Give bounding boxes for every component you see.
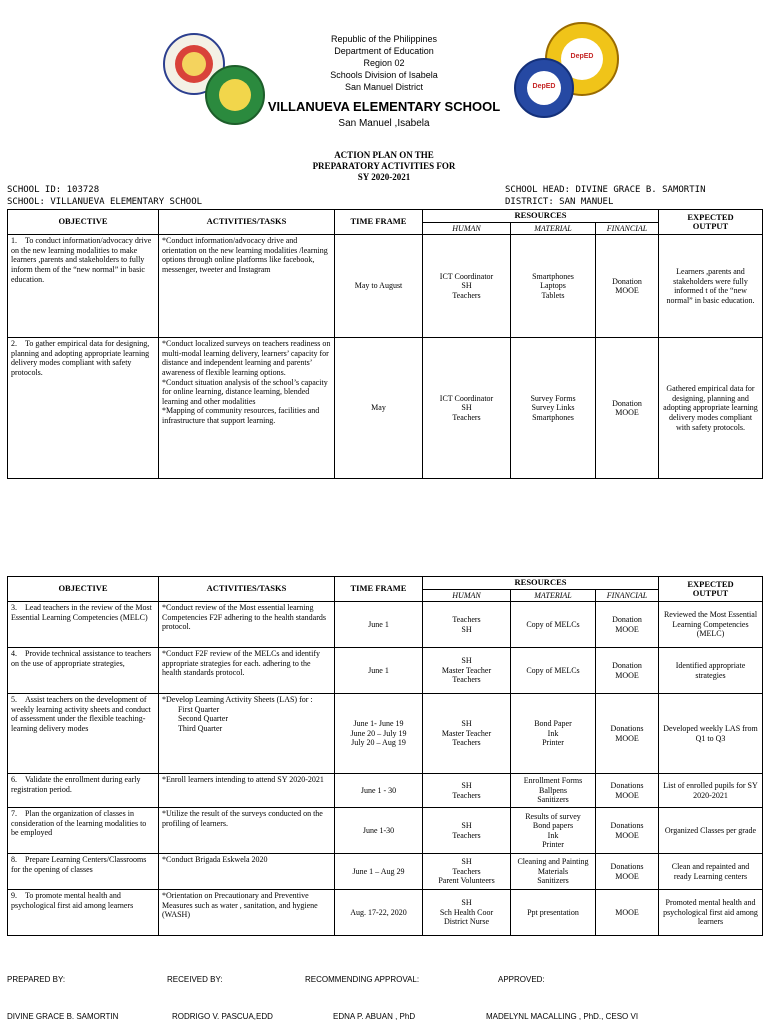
expected-output-text: Organized Classes per grade (664, 825, 757, 835)
activities-text: *Conduct information/advocacy drive and orientation on the new learning modalities /learning options through online platforms like facebook, messenger, tweeter and Instagram (162, 236, 330, 274)
time-frame-cell (335, 648, 423, 694)
col2-human: HUMAN (423, 589, 511, 602)
financial-resource-cell (596, 890, 659, 936)
time-frame-cell (335, 890, 423, 936)
material-resource-text: Results of survey Bond papers Ink Printer (525, 811, 581, 850)
activities-cell (159, 694, 335, 774)
human-resource-text: SH Master Teacher Teachers (441, 719, 492, 748)
time-frame-cell (335, 602, 423, 648)
recommending-approval-label: RECOMMENDING APPROVAL: (305, 975, 420, 984)
table-row (8, 774, 763, 808)
time-frame-cell (335, 338, 423, 479)
col-resources: RESOURCES (423, 210, 659, 223)
school-logo-text: DepED (532, 83, 556, 90)
prepared-by-name: DIVINE GRACE B. SAMORTIN (7, 1012, 119, 1021)
objective-text: Provide technical assistance to teachers on the use of appropriate strategies, (11, 649, 152, 668)
col2-expected-line2: OUTPUT (692, 588, 729, 599)
time-frame-text: May (371, 403, 386, 413)
activities-cell (159, 808, 335, 854)
material-resource-text: Bond Paper Ink Printer (534, 719, 572, 748)
human-resource-text: SH Teachers (452, 781, 481, 800)
material-resource-text: Cleaning and Painting Materials Sanitizers (517, 857, 589, 886)
prepared-by-label: PREPARED BY: (7, 975, 66, 984)
table-row (8, 808, 763, 854)
financial-resource-text: Donation MOOE (612, 276, 642, 296)
school-location: San Manuel ,Isabela (338, 118, 430, 129)
received-by-label: RECEIVED BY: (167, 975, 223, 984)
activities-cell (159, 890, 335, 936)
material-resource-text: Smartphones Laptops Tablets (532, 271, 574, 300)
expected-output-cell (659, 774, 763, 808)
col-objective: OBJECTIVE (8, 210, 159, 235)
material-resource-text: Copy of MELCs (526, 619, 580, 629)
table-row (8, 648, 763, 694)
objective-cell (8, 235, 159, 338)
human-resource-cell (423, 602, 511, 648)
material-resource-text: Ppt presentation (527, 907, 579, 917)
expected-output-cell (659, 338, 763, 479)
time-frame-text: Aug. 17-22, 2020 (350, 907, 407, 917)
col-expected-line2: OUTPUT (692, 221, 729, 232)
activities-cell (159, 602, 335, 648)
financial-resource-cell (596, 338, 659, 479)
material-resource-cell (511, 774, 596, 808)
financial-resource-cell (596, 602, 659, 648)
material-resource-text: Survey Forms Survey Links Smartphones (530, 393, 576, 422)
col-human: HUMAN (423, 222, 511, 235)
expected-output-text: Identified appropriate strategies (675, 661, 748, 680)
row-number: 3. (11, 603, 17, 613)
table-row (8, 854, 763, 890)
school-head: SCHOOL HEAD: DIVINE GRACE B. SAMORTIN (505, 185, 706, 195)
time-frame-cell (335, 235, 423, 338)
col-activities: ACTIVITIES/TASKS (159, 210, 335, 235)
objective-cell (8, 338, 159, 479)
expected-output-text: Reviewed the Most Essential Learning Competencies (MELC) (663, 610, 760, 639)
row-number: 9. (11, 891, 17, 901)
objective-cell (8, 854, 159, 890)
objective-cell (8, 694, 159, 774)
financial-resource-cell (596, 694, 659, 774)
received-by-name: RODRIGO V. PASCUA,EDD (172, 1012, 273, 1021)
time-frame-cell (335, 774, 423, 808)
expected-output-cell (659, 854, 763, 890)
col-material: MATERIAL (511, 222, 596, 235)
material-resource-cell (511, 338, 596, 479)
activities-text: *Conduct localized surveys on teachers readiness on multi-modal learning delivery, learners’ capacity for distance and independent learning and parents’ awareness of flexible learning options. *Conduct situation analysis of the school’s capacity for online learning, distance learning, blended learning and other modalities *Mapping of community resources, facilities and infrastructure that support learning. (162, 339, 331, 425)
activities-cell (159, 648, 335, 694)
district-label: DISTRICT: SAN MANUEL (505, 197, 614, 207)
human-resource-cell (423, 338, 511, 479)
human-resource-cell (423, 694, 511, 774)
header-district: San Manuel District (344, 82, 424, 92)
activities-text: *Conduct Brigada Eskwela 2020 (162, 855, 268, 865)
material-resource-cell (511, 648, 596, 694)
col-time-frame: TIME FRAME (335, 210, 423, 235)
school-label: SCHOOL: VILLANUEVA ELEMENTARY SCHOOL (7, 197, 203, 207)
time-frame-text: June 1 (368, 665, 389, 675)
title-line2: PREPARATORY ACTIVITIES FOR (312, 161, 456, 171)
material-resource-cell (511, 602, 596, 648)
row-number: 5. (11, 695, 17, 705)
time-frame-cell (335, 808, 423, 854)
approved-name: MADELYNL MACALLING , PhD., CESO VI (486, 1012, 639, 1021)
human-resource-text: SH Master Teacher Teachers (441, 656, 492, 685)
human-resource-cell (423, 648, 511, 694)
material-resource-cell (511, 854, 596, 890)
school-name: VILLANUEVA ELEMENTARY SCHOOL (267, 99, 501, 114)
approved-label: APPROVED: (498, 975, 545, 984)
table-row (8, 235, 763, 338)
table-row (8, 694, 763, 774)
row-number: 2. (11, 339, 17, 349)
row-number: 8. (11, 855, 17, 865)
district-logo-text: DepED (570, 53, 594, 60)
school-id: SCHOOL ID: 103728 (7, 185, 100, 195)
row-number: 4. (11, 649, 17, 659)
expected-output-text: Gathered empirical data for designing, planning and adopting appropriate learning delivery modes compliant with safety protocols. (663, 384, 760, 432)
human-resource-cell (423, 235, 511, 338)
activities-cell (159, 235, 335, 338)
header-department: Department of Education (334, 46, 434, 56)
objective-text: Plan the organization of classes in consideration of the learning modalities to be employed (11, 809, 147, 838)
expected-output-text: Learners ,parents and stakeholders were fully informed t of the “new normal” in basic education. (666, 267, 755, 305)
objective-cell (8, 602, 159, 648)
table-row (8, 602, 763, 648)
financial-resource-cell (596, 854, 659, 890)
expected-output-cell (659, 808, 763, 854)
human-resource-cell (423, 854, 511, 890)
objective-text: Prepare Learning Centers/Classrooms for the opening of classes (11, 855, 147, 874)
time-frame-text: June 1 – Aug 29 (352, 866, 405, 876)
col2-resources: RESOURCES (423, 577, 659, 590)
material-resource-cell (511, 890, 596, 936)
time-frame-text: June 1 - 30 (360, 785, 397, 795)
financial-resource-cell (596, 808, 659, 854)
financial-resource-cell (596, 235, 659, 338)
material-resource-text: Enrollment Forms Ballpens Sanitizers (523, 776, 583, 805)
col-expected-line1: EXPECTED (687, 211, 734, 222)
col2-objective: OBJECTIVE (8, 577, 159, 602)
objective-text: Validate the enrollment during early registration period. (11, 775, 141, 794)
financial-resource-cell (596, 774, 659, 808)
col2-financial: FINANCIAL (596, 589, 659, 602)
financial-resource-text: Donations MOOE (610, 724, 644, 743)
col2-expected-output (659, 577, 763, 602)
activities-text: *Orientation on Precautionary and Preventive Measures such as water , sanitation, and hygiene (WASH) (162, 891, 320, 920)
expected-output-text: Promoted mental health and psychological first aid among learners (663, 898, 760, 927)
financial-resource-text: Donations MOOE (610, 862, 644, 881)
financial-resource-text: Donations MOOE (610, 821, 644, 840)
objective-text: To conduct information/advocacy drive on the new learning modalities to make learners ,parents and stakeholders to fully inform them of the “new normal” in basic education. (11, 236, 152, 284)
time-frame-cell (335, 854, 423, 890)
activities-text: *Enroll learners intending to attend SY 2020-2021 (162, 775, 324, 785)
human-resource-text: ICT Coordinator SH Teachers (439, 271, 494, 300)
row-number: 1. (11, 236, 17, 246)
human-resource-text: ICT Coordinator SH Teachers (439, 393, 494, 422)
objective-cell (8, 774, 159, 808)
activities-text: *Conduct review of the Most essential learning Competencies F2F adhering to the health standards protocol. (162, 603, 328, 632)
time-frame-text: May to August (354, 281, 403, 291)
row-number: 6. (11, 775, 17, 785)
expected-output-cell (659, 890, 763, 936)
action-plan-table-1 (7, 209, 763, 479)
objective-text: Assist teachers on the development of weekly learning activity sheets and conduct of assessment under the flexible teaching-learning delivery modes (11, 695, 151, 733)
human-resource-text: SH Teachers (452, 821, 481, 840)
expected-output-cell (659, 602, 763, 648)
time-frame-text: June 1 (368, 619, 389, 629)
activities-cell (159, 774, 335, 808)
human-resource-text: SH Sch Health Coor District Nurse (439, 898, 494, 927)
material-resource-cell (511, 808, 596, 854)
col2-expected-line1: EXPECTED (687, 578, 734, 589)
financial-resource-cell (596, 648, 659, 694)
row-number: 7. (11, 809, 17, 819)
expected-output-text: Clean and repainted and ready Learning centers (671, 862, 752, 881)
human-resource-cell (423, 774, 511, 808)
time-frame-text: June 1-30 (362, 825, 395, 835)
financial-resource-text: Donation MOOE (612, 398, 642, 418)
activities-text: *Develop Learning Activity Sheets (LAS) for : First Quarter Second Quarter Third Quarter (162, 695, 313, 733)
objective-text: To gather empirical data for designing, planning and adopting appropriate learning delivery modes compliant with safety protocols. (11, 339, 150, 377)
header-division: Schools Division of Isabela (330, 70, 438, 80)
table-row (8, 338, 763, 479)
financial-resource-text: Donation MOOE (612, 661, 642, 680)
time-frame-cell (335, 694, 423, 774)
human-resource-cell (423, 890, 511, 936)
recommending-name: EDNA P. ABUAN , PhD (333, 1012, 416, 1021)
objective-cell (8, 890, 159, 936)
expected-output-cell (659, 235, 763, 338)
col2-time-frame: TIME FRAME (335, 577, 423, 602)
activities-text: *Conduct F2F review of the MELCs and identify appropriate strategies for each. adhering to the health standards protocol. (162, 649, 322, 678)
expected-output-cell (659, 648, 763, 694)
financial-resource-text: MOOE (615, 907, 639, 917)
header-republic: Republic of the Philippines (330, 34, 438, 44)
activities-cell (159, 854, 335, 890)
activities-text: *Utilize the result of the surveys conducted on the profiling of learners. (162, 809, 325, 828)
material-resource-cell (511, 694, 596, 774)
title-line1: ACTION PLAN ON THE (334, 150, 434, 160)
expected-output-text: List of enrolled pupils for SY 2020-2021 (663, 781, 760, 800)
table-row (8, 890, 763, 936)
action-plan-table-2 (7, 576, 763, 936)
col-expected-output (659, 210, 763, 235)
objective-cell (8, 808, 159, 854)
human-resource-text: SH Teachers Parent Volunteers (438, 857, 495, 886)
expected-output-cell (659, 694, 763, 774)
human-resource-cell (423, 808, 511, 854)
time-frame-text: June 1- June 19 June 20 – July 19 July 20 – Aug 19 (350, 719, 407, 748)
financial-resource-text: Donations MOOE (610, 781, 644, 800)
material-resource-cell (511, 235, 596, 338)
human-resource-text: Teachers SH (452, 615, 481, 634)
header-region: Region 02 (363, 58, 405, 68)
objective-cell (8, 648, 159, 694)
col-financial: FINANCIAL (596, 222, 659, 235)
objective-text: Lead teachers in the review of the Most Essential Learning Competencies (MELC) (11, 603, 152, 622)
objective-text: To promote mental health and psychological first aid among learners (11, 891, 134, 910)
expected-output-text: Developed weekly LAS from Q1 to Q3 (663, 724, 760, 743)
col2-material: MATERIAL (511, 589, 596, 602)
material-resource-text: Copy of MELCs (526, 665, 580, 675)
col2-activities: ACTIVITIES/TASKS (159, 577, 335, 602)
financial-resource-text: Donation MOOE (612, 615, 642, 634)
activities-cell (159, 338, 335, 479)
title-line3: SY 2020-2021 (357, 172, 411, 182)
